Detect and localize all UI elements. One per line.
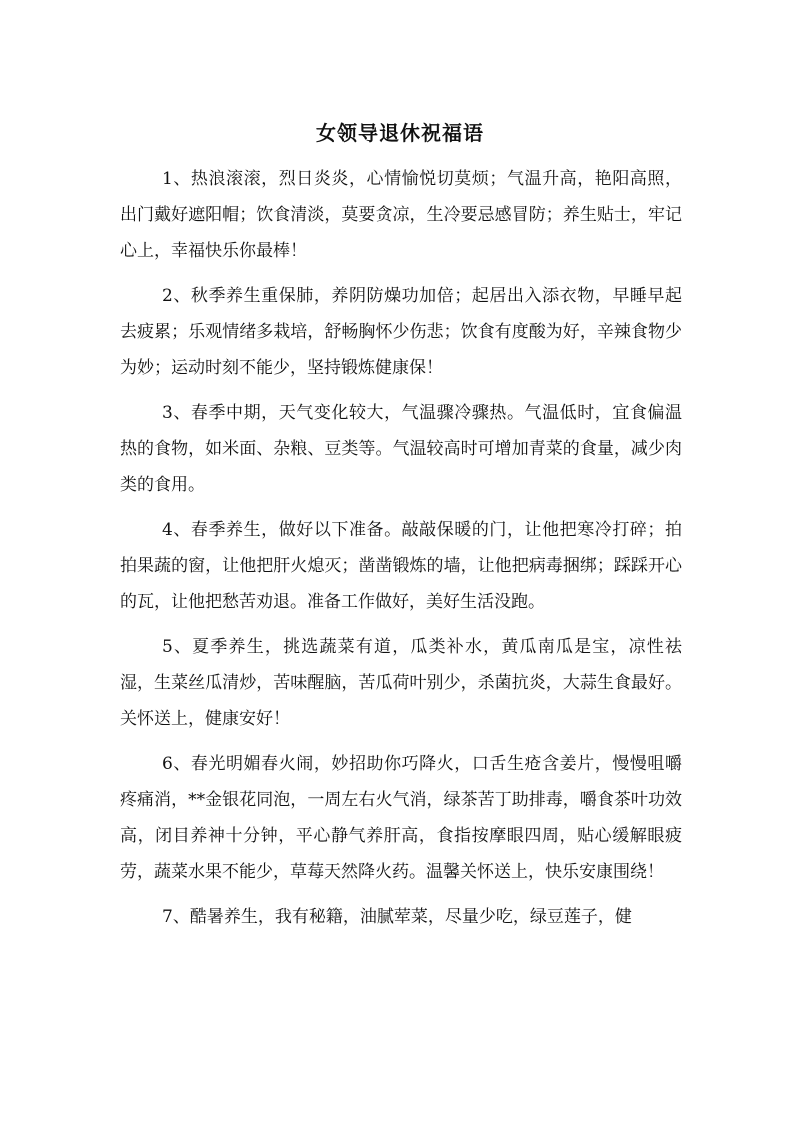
paragraph-1: 1、热浪滚滚，烈日炎炎，心情愉悦切莫烦；气温升高，艳阳高照，出门戴好遮阳帽；饮食清淡，莫要贪凉，生冷要忌感冒防；养生贴士，牢记心上，幸福快乐你最棒！ [120,169,682,261]
paragraph-7: 7、酷暑养生，我有秘籍，油腻荤菜，尽量少吃，绿豆莲子，健 [162,907,632,927]
paragraph-4: 4、春季养生，做好以下准备。敲敲保暖的门，让他把寒冷打碎；拍拍果蔬的窗，让他把肝火熄灭；凿凿锻炼的墙，让他把病毒捆绑；踩踩开心的瓦，让他把愁苦劝退。准备工作做好，美好生活没跑。 [120,520,682,612]
paragraph-3: 3、春季中期，天气变化较大，气温骤冷骤热。气温低时，宜食偏温热的食物，如米面、杂粮、豆类等。气温较高时可增加青菜的食量，减少肉类的食用。 [120,403,682,495]
paragraph-5: 5、夏季养生，挑选蔬菜有道，瓜类补水，黄瓜南瓜是宝，凉性祛湿，生菜丝瓜清炒，苦味醒脑，苦瓜荷叶别少，杀菌抗炎，大蒜生食最好。关怀送上，健康安好！ [120,637,682,729]
document-body [120,161,682,944]
document-title: 女领导退休祝福语 [316,121,484,145]
paragraph-6: 6、春光明媚春火闹，妙招助你巧降火，口舌生疮含姜片，慢慢咀嚼疼痛消，**金银花同泡，一周左右火气消，绿茶苦丁助排毒，嚼食茶叶功效高，闭目养神十分钟，平心静气养肝高，食指按摩眼四周，贴心缓解眼疲劳，蔬菜水果不能少，草莓天然降火药。温馨关怀送上，快乐安康围绕！ [120,754,682,882]
paragraph-2: 2、秋季养生重保肺，养阴防燥功加倍；起居出入添衣物，早睡早起去疲累；乐观情绪多栽培，舒畅胸怀少伤悲；饮食有度酸为好，辛辣食物少为妙；运动时刻不能少，坚持锻炼健康保！ [120,286,682,378]
